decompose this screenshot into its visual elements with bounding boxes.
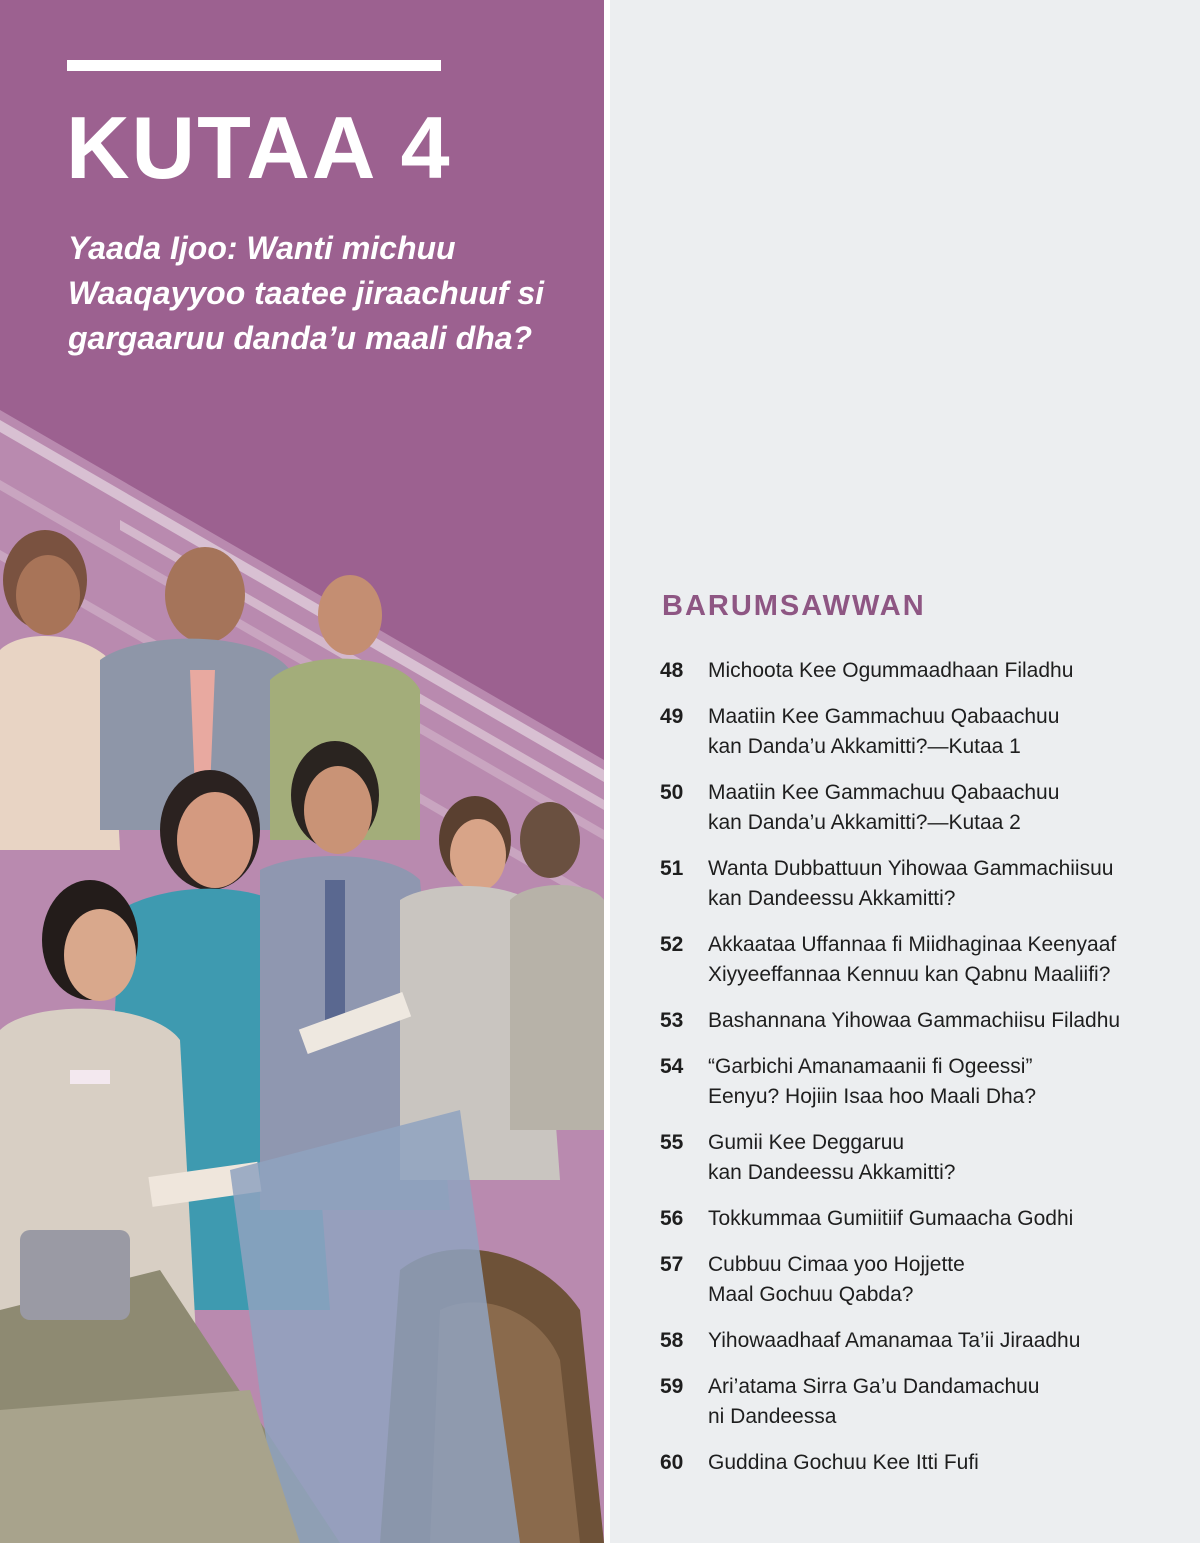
lesson-title-line: Xiyyeeffannaa Kennuu kan Qabnu Maaliifi? xyxy=(708,963,1111,986)
toc-heading: BARUMSAWWAN xyxy=(662,590,926,622)
lesson-title-line: Michoota Kee Ogummaadhaan Filadhu xyxy=(708,659,1074,682)
lesson-number: 52 xyxy=(660,933,684,956)
title-rule xyxy=(67,60,441,71)
lesson-title-line: Bashannana Yihowaa Gammachiisu Filadhu xyxy=(708,1009,1121,1032)
lesson-title-line: ni Dandeessa xyxy=(708,1405,837,1428)
toc-item[interactable] xyxy=(660,1326,1200,1356)
lesson-title xyxy=(708,1006,1200,1036)
toc-item[interactable] xyxy=(660,854,1200,914)
lesson-title-line: Guddina Gochuu Kee Itti Fufi xyxy=(708,1451,979,1474)
lesson-title-line: Gumii Kee Deggaruu xyxy=(708,1131,905,1154)
congregation-illustration xyxy=(0,410,604,1543)
lesson-number: 48 xyxy=(660,659,684,682)
lesson-number: 53 xyxy=(660,1009,684,1032)
contents-panel xyxy=(610,0,1200,1543)
toc-item[interactable] xyxy=(660,656,1200,686)
lesson-title xyxy=(708,1372,1200,1432)
toc-item[interactable] xyxy=(660,702,1200,762)
part-theme: Yaada Ijoo: Wanti michuu Waaqayyoo taatee jiraachuuf si gargaaruu danda’u maali dha? xyxy=(68,230,545,356)
lesson-number: 57 xyxy=(660,1253,684,1276)
lesson-number: 58 xyxy=(660,1329,684,1352)
lesson-title-line: Cubbuu Cimaa yoo Hojjette xyxy=(708,1253,965,1276)
toc-list xyxy=(660,656,1200,1494)
lesson-number: 51 xyxy=(660,857,684,880)
toc-item[interactable] xyxy=(660,1006,1200,1036)
toc-item[interactable] xyxy=(660,1372,1200,1432)
lesson-title-line: kan Danda’u Akkamitti?—Kutaa 1 xyxy=(708,735,1021,758)
lesson-title-line: Yihowaadhaaf Amanamaa Ta’ii Jiraadhu xyxy=(708,1329,1081,1352)
toc-item[interactable] xyxy=(660,1128,1200,1188)
lesson-title xyxy=(708,854,1200,914)
lesson-title xyxy=(708,656,1200,686)
lesson-title-line: Ari’atama Sirra Ga’u Dandamachuu xyxy=(708,1375,1040,1398)
lesson-title xyxy=(708,1448,1200,1478)
lesson-title-line: Maal Gochuu Qabda? xyxy=(708,1283,914,1306)
lesson-number: 56 xyxy=(660,1207,684,1230)
lesson-number: 55 xyxy=(660,1131,684,1154)
lesson-title xyxy=(708,1250,1200,1310)
lesson-number: 50 xyxy=(660,781,684,804)
lesson-number: 49 xyxy=(660,705,684,728)
lesson-title-line: kan Dandeessu Akkamitti? xyxy=(708,887,956,910)
lesson-title xyxy=(708,930,1200,990)
lesson-title-line: Tokkummaa Gumiitiif Gumaacha Godhi xyxy=(708,1207,1074,1230)
lesson-title xyxy=(708,1128,1200,1188)
toc-item[interactable] xyxy=(660,1204,1200,1234)
part-title: KUTAA 4 xyxy=(66,98,452,197)
lesson-title-line: Akkaataa Uffannaa fi Miidhaginaa Keenyaaf xyxy=(708,933,1117,956)
toc-item[interactable] xyxy=(660,930,1200,990)
toc-item[interactable] xyxy=(660,1250,1200,1310)
lesson-title xyxy=(708,1326,1200,1356)
lesson-title xyxy=(708,702,1200,762)
lesson-title-line: “Garbichi Amanamaanii fi Ogeessi” xyxy=(708,1055,1033,1078)
lesson-title-line: Wanta Dubbattuun Yihowaa Gammachiisuu xyxy=(708,857,1114,880)
lesson-title xyxy=(708,778,1200,838)
toc-item[interactable] xyxy=(660,1448,1200,1478)
lesson-title-line: Eenyu? Hojiin Isaa hoo Maali Dha? xyxy=(708,1085,1037,1108)
lesson-number: 59 xyxy=(660,1375,684,1398)
lesson-title xyxy=(708,1052,1200,1112)
lesson-title-line: kan Dandeessu Akkamitti? xyxy=(708,1161,956,1184)
lesson-title xyxy=(708,1204,1200,1234)
lesson-number: 60 xyxy=(660,1451,684,1474)
toc-item[interactable] xyxy=(660,778,1200,838)
lesson-number: 54 xyxy=(660,1055,684,1078)
lesson-title-line: Maatiin Kee Gammachuu Qabaachuu xyxy=(708,705,1060,728)
lesson-title-line: kan Danda’u Akkamitti?—Kutaa 2 xyxy=(708,811,1021,834)
lesson-title-line: Maatiin Kee Gammachuu Qabaachuu xyxy=(708,781,1060,804)
toc-item[interactable] xyxy=(660,1052,1200,1112)
